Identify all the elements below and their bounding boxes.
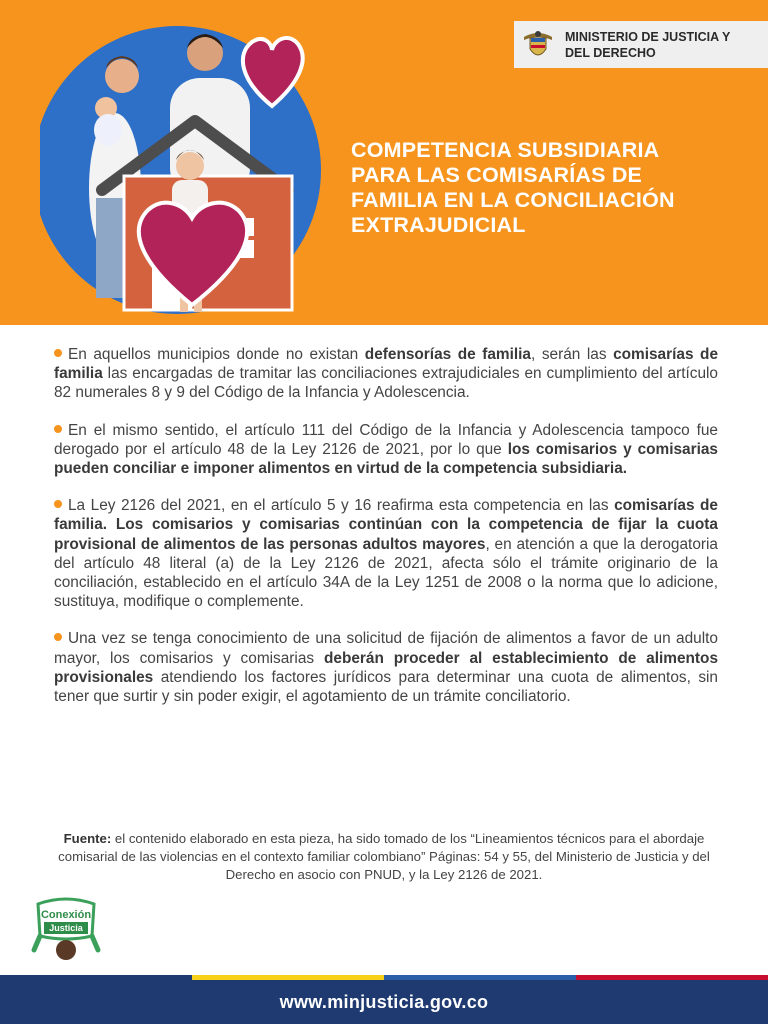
paragraph-3-text-2: , en atención a que la derogatoria del artículo 48 literal (a) de la Ley 2126 de 2021, afecta sólo el trámite originario de la conciliación, establecido en el artículo 34A de la Ley 1251 de 2008 o la norma que lo adicione, sustituya, modifique o complemente. xyxy=(54,535,718,611)
source-note xyxy=(40,830,728,884)
paragraph-1-bold-1: defensorías de familia xyxy=(364,346,531,363)
paragraph-2-text-1: En el mismo sentido, el artículo 111 del Código de la Infancia y Adolescencia tampoco fue derogado por el artículo 48 de la Ley 2126 de 2021, por lo que xyxy=(54,421,718,458)
girl-figure xyxy=(176,152,204,180)
page-title xyxy=(351,138,751,238)
paragraph-4 xyxy=(54,629,718,706)
bullet-dot-icon xyxy=(54,349,62,357)
ministry-line-1: MINISTERIO DE JUSTICIA Y xyxy=(565,29,731,44)
logo-line-1: Conexión xyxy=(40,909,92,921)
source-label: Fuente: xyxy=(63,831,112,846)
footer-bar xyxy=(0,980,768,1024)
paragraph-3-text-1: La Ley 2126 del 2021, en el artículo 5 y 16 reafirma esta competencia en las xyxy=(68,497,615,515)
paragraph-2-bold-1: los comisarios y comisarias pueden conciliar e imponer alimentos en virtud de la competencia subsidiaria. xyxy=(54,440,718,478)
title-line-4: EXTRAJUDICIAL xyxy=(351,213,526,237)
mother-head xyxy=(105,59,139,93)
ministry-line-2: DEL DERECHO xyxy=(565,45,656,60)
hero-banner xyxy=(0,0,768,325)
paragraph-2 xyxy=(54,421,718,479)
paragraph-1-bold-2: comisarías de familia xyxy=(54,346,719,383)
paragraph-4-bold-1: deberán proceder al establecimiento de alimentos provisionales xyxy=(54,649,718,686)
ministry-badge xyxy=(514,21,768,68)
paragraph-1-text-1: En aquellos municipios donde no existan xyxy=(68,346,365,363)
source-text: el contenido elaborado en esta pieza, ha sido tomado de los “Lineamientos técnicos para el abordaje comisarial de las violencias en el contexto familiar colombiano” Páginas: 54 y 55, del Ministerio de Justicia y del Derecho en asocio con PNUD, y la Ley 2126 de 2021. xyxy=(58,831,710,882)
conexion-justicia-logo xyxy=(30,896,102,962)
paragraph-1 xyxy=(54,345,718,403)
title-line-1: COMPETENCIA SUBSIDIARIA xyxy=(351,138,660,162)
title-line-2: PARA LAS COMISARÍAS DE xyxy=(351,163,643,187)
bullet-dot-icon xyxy=(54,633,62,641)
paragraph-4-text-2: atendiendo los factores jurídicos para determinar una cuota de alimentos, sin tener que surtir y sin poder exigir, el agotamiento de un trámite conciliatorio. xyxy=(54,668,718,706)
paragraph-3 xyxy=(54,496,718,611)
paragraph-4-text-1: Una vez se tenga conocimiento de una solicitud de fijación de alimentos a favor de un adulto mayor, los comisarios y comisarias xyxy=(54,630,718,667)
bullet-dot-icon xyxy=(54,500,62,508)
footer-url-link[interactable]: www.minjusticia.gov.co xyxy=(279,991,489,1012)
title-line-3: FAMILIA EN LA CONCILIACIÓN xyxy=(351,188,675,212)
logo-line-2: Justicia xyxy=(49,923,83,933)
colombia-crest-icon xyxy=(521,28,555,62)
family-house-illustration xyxy=(40,18,340,325)
paragraph-1-text-2: , serán las xyxy=(531,346,614,363)
main-content xyxy=(54,345,718,724)
bullet-dot-icon xyxy=(54,425,62,433)
paragraph-3-bold-1: comisarías de familia. Los comisarios y comisarias continúan con la competencia de fijar la cuota provisional de alimentos de las personas adultos mayores xyxy=(54,497,718,553)
paragraph-1-text-3: las encargadas de tramitar las conciliaciones extrajudiciales en cumplimiento del artículo 82 numerales 8 y 9 del Código de la Infancia y Adolescencia. xyxy=(54,365,718,402)
ministry-name xyxy=(565,29,730,61)
